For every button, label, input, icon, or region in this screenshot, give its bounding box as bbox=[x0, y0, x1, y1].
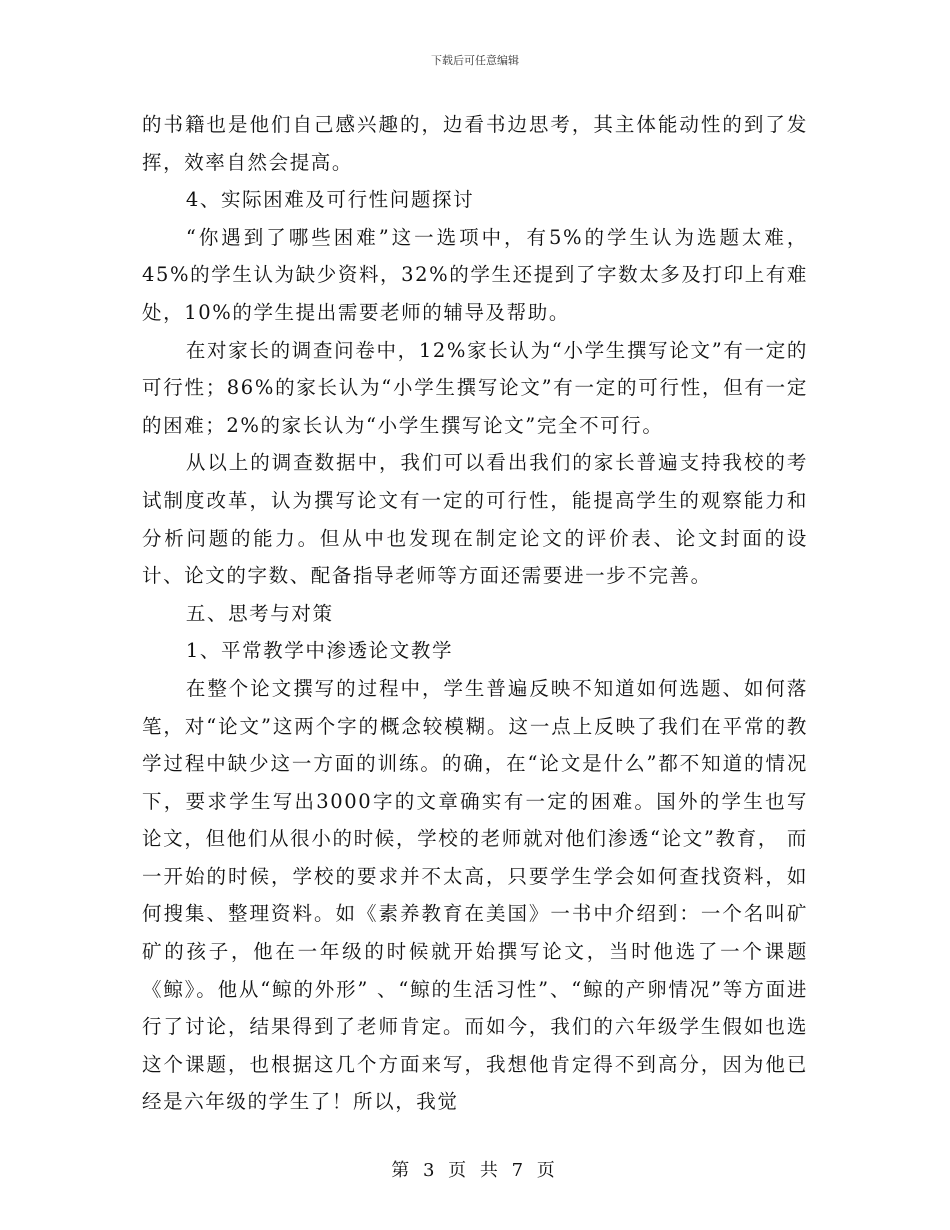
paragraph-teaching: 在整个论文撰写的过程中，学生普遍反映不知道如何选题、如何落笔，对“论文”这两个字的概念较模糊。这一点上反映了我们在平常的教学过程中缺少这一方面的训练。的确，在“论文是什么”都不知道的情况下，要求学生写出3000字的文章确实有一定的困难。国外的学生也写论文，但他们从很小的时候，学校的老师就对他们渗透“论文”教育， 而一开始的时候，学校的要求并不太高，只要学生学会如何查找资料，如何搜集、整理资料。如《素养教育在美国》一书中介绍到：一个名叫矿矿的孩子，他在一年级的时候就开始撰写论文，当时他选了一个课题《鲸》。他从“鲸的外形” 、“鲸的生活习性”、“鲸的产卵情况”等方面进行了讨论，结果得到了老师肯定。而如今，我们的六年级学生假如也选这个课题，也根据这几个方面来写，我想他肯定得不到高分，因为他已经是六年级的学生了！所以，我觉 bbox=[142, 676, 808, 1114]
page-header-note: 下载后可任意编辑 bbox=[431, 54, 519, 67]
paragraph-1: 的书籍也是他们自己感兴趣的，边看书边思考，其主体能动性的到了发挥，效率自然会提高。 bbox=[142, 113, 808, 174]
page-number: 第 3 页 共 7 页 bbox=[391, 1160, 559, 1181]
section-heading-five: 五、思考与对策 bbox=[185, 601, 334, 625]
paragraph-conclusion: 从以上的调查数据中，我们可以看出我们的家长普遍支持我校的考试制度改革，认为撰写论文有一定的可行性，能提高学生的观察能力和分析问题的能力。但从中也发现在制定论文的评价表、论文封面的设计、论文的字数、配备指导老师等方面还需要进一步不完善。 bbox=[142, 451, 808, 588]
subsection-heading-1: 1、平常教学中渗透论文教学 bbox=[185, 639, 454, 663]
section-heading-4: 4、实际困难及可行性问题探讨 bbox=[185, 188, 475, 212]
document-body bbox=[142, 106, 808, 1121]
paragraph-parents-survey: 在对家长的调查问卷中，12%家长认为“小学生撰写论文”有一定的可行性；86%的家长认为“小学生撰写论文”有一定的可行性，但有一定的困难；2%的家长认为“小学生撰写论文”完全不可行。 bbox=[142, 338, 808, 437]
paragraph-difficulties: “你遇到了哪些困难”这一选项中，有5%的学生认为选题太难，45%的学生认为缺少资料，32%的学生还提到了字数太多及打印上有难处，10%的学生提出需要老师的辅导及帮助。 bbox=[142, 225, 808, 324]
